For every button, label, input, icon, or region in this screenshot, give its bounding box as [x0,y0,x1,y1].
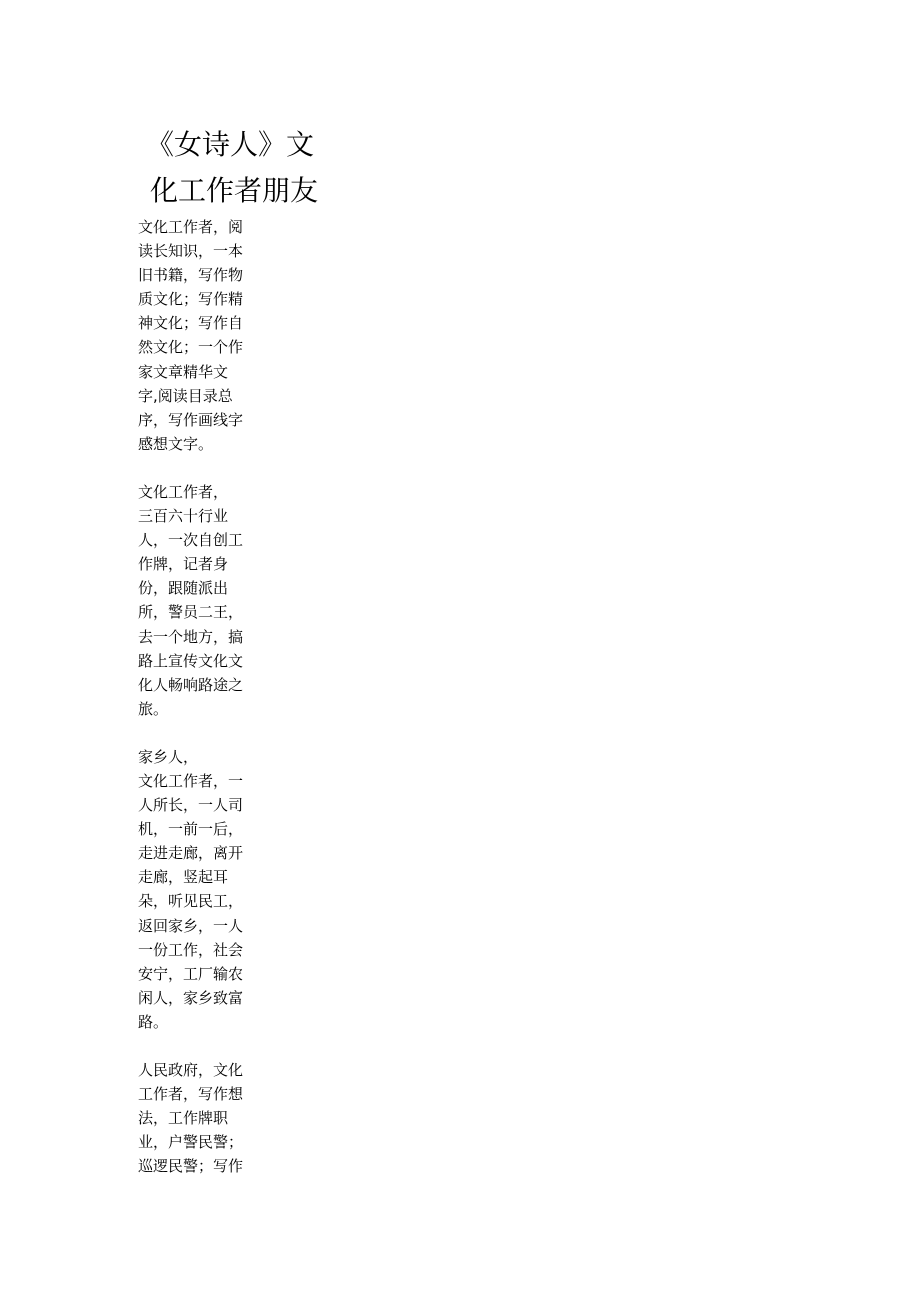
title-line-2: 化工作者朋友 [150,174,319,207]
text-line: 序，写作画线字 [138,410,244,429]
text-line: 朵，听见民工， [138,892,244,911]
text-line: 三百六十行业 [138,507,229,526]
text-line: 文化工作者，阅 [138,218,244,236]
text-line: 走廊，竖起耳 [138,868,229,887]
document-title [146,122,326,214]
text-line: 业，户警民警； [138,1133,244,1152]
text-line: 去一个地方，搞 [138,627,244,646]
title-line-1: 《女诗人》文 [146,128,315,161]
text-line: 路。 [138,1012,169,1031]
text-line: 旅。 [138,699,169,718]
text-line: 质文化；写作精 [138,290,244,309]
text-line: 走进走廊，离开 [138,844,244,863]
text-line: 返回家乡，一人 [138,916,244,935]
text-line: 旧书籍，写作物 [138,266,244,285]
text-line: 份，跟随派出 [138,579,229,598]
text-line: 一份工作，社会 [138,940,244,959]
text-line: 文化工作者，一 [138,771,244,790]
text-line: 工作者，写作想 [138,1085,244,1104]
text-line: 感想文字。 [138,434,214,453]
text-line: 所，警员二王， [138,603,244,622]
text-line: 闲人，家乡致富 [138,988,244,1007]
text-line: 人民政府，文化 [138,1061,244,1079]
paragraph-2 [138,480,268,721]
document-body [138,215,268,1202]
text-line: 然文化；一个作 [138,338,244,357]
text-line: 安宁，工厂输农 [138,964,244,983]
text-line: 路上宣传文化文 [138,651,244,670]
paragraph-3 [138,745,268,1034]
text-line: 读长知识，一本 [138,242,244,261]
text-line: 巡逻民警；写作 [138,1157,244,1176]
text-line: 文化工作者， [138,482,229,501]
text-line: 人所长，一人司 [138,796,244,815]
text-line: 机，一前一后， [138,820,244,839]
text-line: 人，一次自创工 [138,531,244,550]
paragraph-1 [138,215,268,456]
text-line: 字,阅读目录总 [138,386,233,405]
text-line: 神文化；写作自 [138,314,244,333]
text-line: 家乡人， [138,747,199,766]
text-line: 家文章精华文 [138,362,229,381]
text-line: 法，工作牌职 [138,1109,229,1128]
paragraph-4 [138,1058,268,1178]
text-line: 化人畅响路途之 [138,675,244,694]
text-line: 作牌，记者身 [138,555,229,574]
